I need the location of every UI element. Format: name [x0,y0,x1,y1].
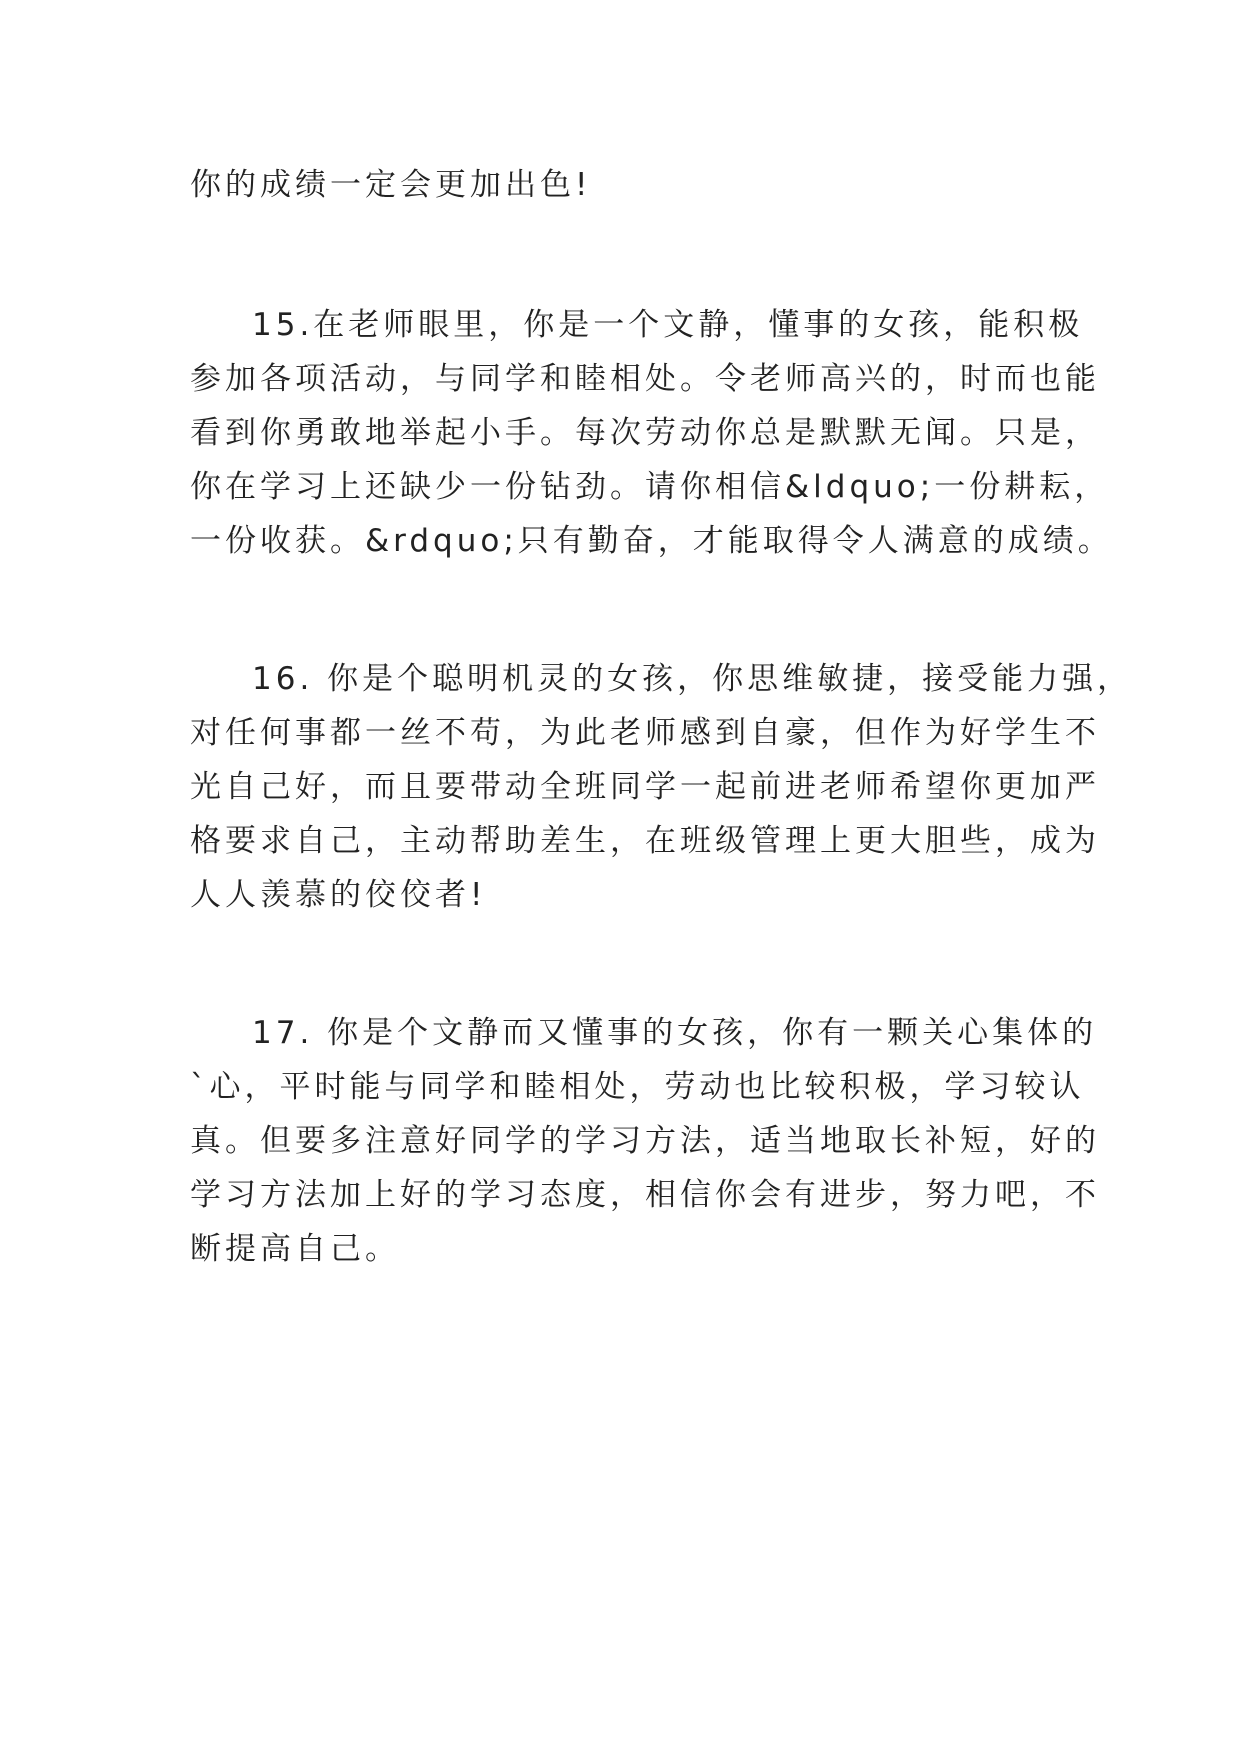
comment-15-line-3: 看到你勇敢地举起小手。每次劳动你总是默默无闻。只是， [190,415,1100,451]
comment-17-line-2: `心，平时能与同学和睦相处，劳动也比较积极，学习较认 [190,1069,1085,1105]
comment-17-line-4: 学习方法加上好的学习态度，相信你会有进步，努力吧，不 [190,1177,1100,1213]
comment-17-line-5: 断提高自己。 [190,1231,400,1267]
comment-15-line-1: 15.在老师眼里，你是一个文静，懂事的女孩，能积极 [252,307,1084,343]
comment-16-line-5: 人人羡慕的佼佼者! [190,877,487,913]
comment-16-line-2: 对任何事都一丝不苟，为此老师感到自豪，但作为好学生不 [190,715,1100,751]
comment-15-line-4: 你在学习上还缺少一份钻劲。请你相信&ldquo;一份耕耘， [190,469,1110,505]
comment-16-line-4: 格要求自己，主动帮助差生，在班级管理上更大胆些，成为 [190,823,1100,859]
comment-17-line-1: 17. 你是个文静而又懂事的女孩，你有一颗关心集体的 [252,1015,1098,1051]
comment-15-line-5: 一份收获。&rdquo;只有勤奋，才能取得令人满意的成绩。 [190,523,1113,559]
comment-16-line-1: 16. 你是个聪明机灵的女孩，你思维敏捷，接受能力强， [252,661,1133,697]
comment-17-line-3: 真。但要多注意好同学的学习方法，适当地取长补短，好的 [190,1123,1100,1159]
comment-15-line-2: 参加各项活动，与同学和睦相处。令老师高兴的，时而也能 [190,361,1100,397]
comment-16-line-3: 光自己好，而且要带动全班同学一起前进老师希望你更加严 [190,769,1100,805]
paragraph-14-end: 你的成绩一定会更加出色! [190,167,592,203]
